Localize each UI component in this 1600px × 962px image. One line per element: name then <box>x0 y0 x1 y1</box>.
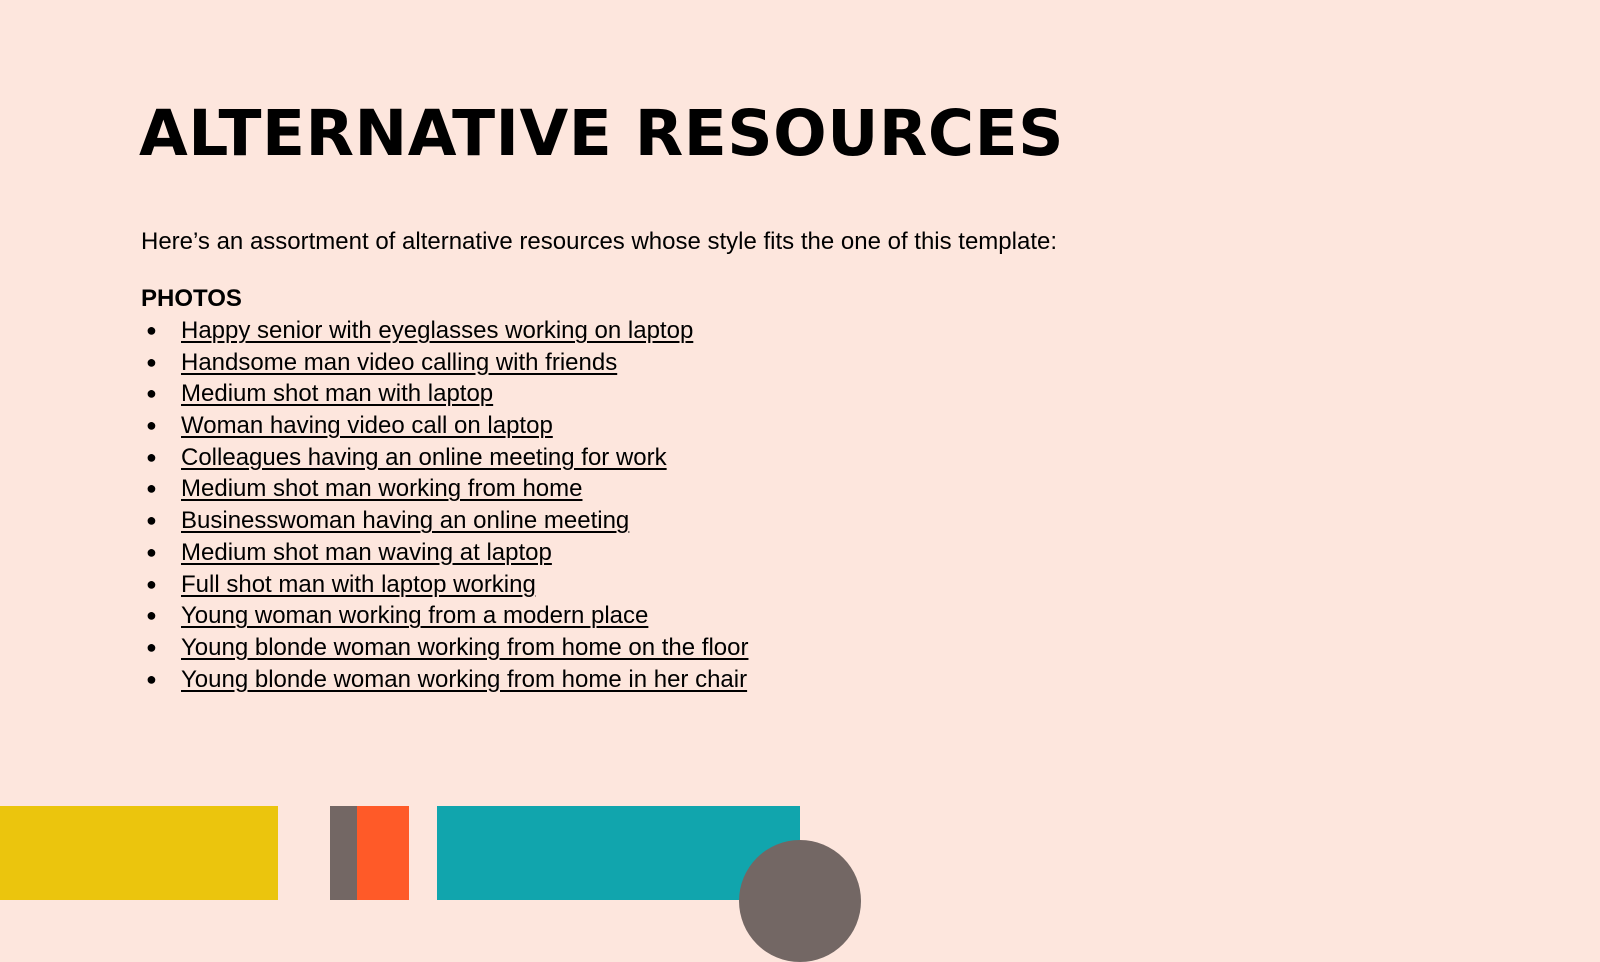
list-item <box>141 410 748 442</box>
yellow-block <box>0 806 278 900</box>
photo-link[interactable]: Young blonde woman working from home on the floor <box>181 633 749 661</box>
list-item <box>141 442 748 474</box>
list-item <box>141 664 748 696</box>
photos-heading: PHOTOS <box>141 285 242 312</box>
bullet-icon: ● <box>146 668 157 689</box>
photo-link[interactable]: Young blonde woman working from home in her chair <box>181 665 748 693</box>
list-item <box>141 600 748 632</box>
bullet-icon: ● <box>146 446 157 467</box>
photo-link[interactable]: Young woman working from a modern place <box>181 602 649 630</box>
bullet-icon: ● <box>146 478 157 499</box>
grey-stripe <box>330 806 357 900</box>
photo-link[interactable]: Medium shot man with laptop <box>181 380 494 408</box>
list-item <box>141 473 748 505</box>
photo-link[interactable]: Full shot man with laptop working <box>181 570 536 598</box>
photo-link[interactable]: Medium shot man working from home <box>181 475 583 503</box>
photo-link-list <box>141 315 748 695</box>
intro-text: Here’s an assortment of alternative resources whose style fits the one of this template: <box>141 228 1058 255</box>
bullet-icon: ● <box>146 573 157 594</box>
page-title: ALTERNATIVE RESOURCES <box>139 97 1065 170</box>
bullet-icon: ● <box>146 605 157 626</box>
photo-link[interactable]: Happy senior with eyeglasses working on laptop <box>181 317 694 344</box>
list-item <box>141 378 748 410</box>
photo-link[interactable]: Woman having video call on laptop <box>181 412 553 440</box>
grey-semicircle <box>739 840 861 962</box>
orange-stripe <box>357 806 409 900</box>
bullet-icon: ● <box>146 510 157 531</box>
bullet-icon: ● <box>146 320 157 340</box>
list-item <box>141 537 748 569</box>
bullet-icon: ● <box>146 541 157 562</box>
photo-link[interactable]: Handsome man video calling with friends <box>181 348 618 376</box>
list-item <box>141 569 748 601</box>
photo-link[interactable]: Colleagues having an online meeting for work <box>181 443 667 471</box>
list-item <box>141 505 748 537</box>
list-item <box>141 347 748 379</box>
photo-link[interactable]: Medium shot man waving at laptop <box>181 538 552 566</box>
bullet-icon: ● <box>146 415 157 436</box>
bullet-icon: ● <box>146 383 157 404</box>
list-item <box>141 632 748 664</box>
bullet-icon: ● <box>146 636 157 657</box>
bullet-icon: ● <box>146 351 157 372</box>
list-item <box>141 315 748 347</box>
photo-link[interactable]: Businesswoman having an online meeting <box>181 507 630 535</box>
